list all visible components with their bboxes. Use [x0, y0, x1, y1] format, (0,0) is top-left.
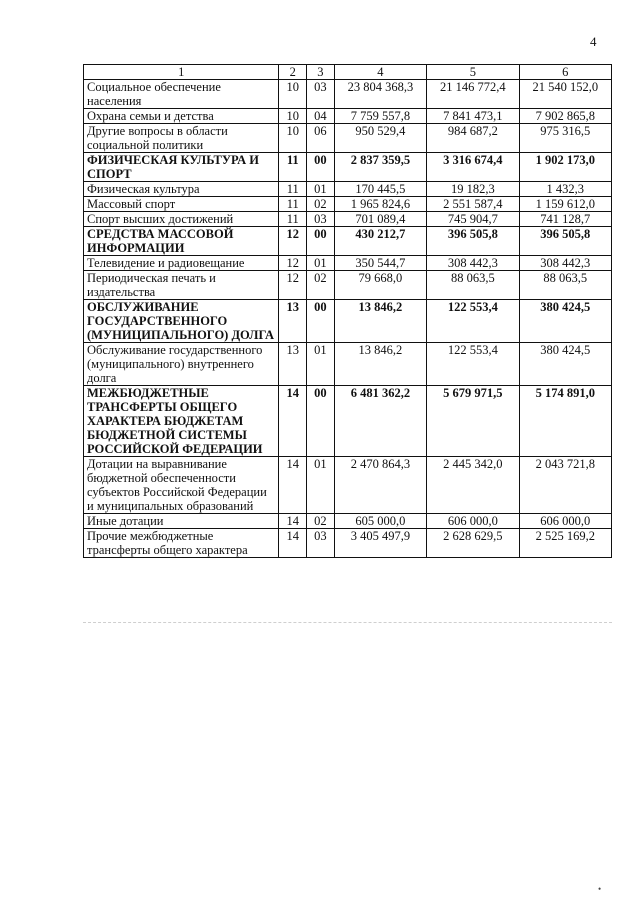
row-section-cell: 12: [279, 256, 307, 271]
row-amount-2-cell: 2 628 629,5: [427, 529, 519, 558]
table-row: [84, 386, 612, 457]
row-amount-2-cell: 5 679 971,5: [427, 386, 519, 457]
row-subsection-cell: 00: [307, 153, 335, 182]
table-row: [84, 457, 612, 514]
row-amount-3-cell: 1 159 612,0: [519, 197, 611, 212]
header-cell-name: 1: [84, 65, 279, 80]
row-amount-3-cell: 308 442,3: [519, 256, 611, 271]
row-name-cell: Социальное обеспечение населения: [84, 80, 279, 109]
corner-mark: •: [598, 884, 602, 894]
row-subsection-cell: 00: [307, 300, 335, 343]
row-section-cell: 14: [279, 529, 307, 558]
row-amount-2-cell: 88 063,5: [427, 271, 519, 300]
row-amount-3-cell: 7 902 865,8: [519, 109, 611, 124]
row-amount-2-cell: 7 841 473,1: [427, 109, 519, 124]
row-name-cell: СРЕДСТВА МАССОВОЙ ИНФОРМАЦИИ: [84, 227, 279, 256]
row-section-cell: 11: [279, 182, 307, 197]
row-name-cell: ОБСЛУЖИВАНИЕ ГОСУДАРСТВЕННОГО (МУНИЦИПАЛЬНОГО) ДОЛГА: [84, 300, 279, 343]
row-subsection-cell: 04: [307, 109, 335, 124]
row-name-cell: Обслуживание государственного (муниципального) внутреннего долга: [84, 343, 279, 386]
table-row: [84, 80, 612, 109]
row-amount-2-cell: 21 146 772,4: [427, 80, 519, 109]
row-amount-3-cell: 380 424,5: [519, 300, 611, 343]
row-name-cell: Другие вопросы в области социальной политики: [84, 124, 279, 153]
row-subsection-cell: 03: [307, 529, 335, 558]
row-subsection-cell: 01: [307, 182, 335, 197]
row-amount-1-cell: 3 405 497,9: [334, 529, 426, 558]
header-cell-amount-2: 5: [427, 65, 519, 80]
table-row: [84, 300, 612, 343]
table-row: [84, 182, 612, 197]
row-amount-1-cell: 170 445,5: [334, 182, 426, 197]
table-row: [84, 343, 612, 386]
row-amount-3-cell: 1 432,3: [519, 182, 611, 197]
row-subsection-cell: 02: [307, 514, 335, 529]
row-amount-2-cell: 396 505,8: [427, 227, 519, 256]
row-name-cell: Дотации на выравнивание бюджетной обеспеченности субъектов Российской Федерации и муниципальных образований: [84, 457, 279, 514]
row-section-cell: 11: [279, 197, 307, 212]
row-amount-1-cell: 79 668,0: [334, 271, 426, 300]
row-amount-2-cell: 3 316 674,4: [427, 153, 519, 182]
row-section-cell: 12: [279, 227, 307, 256]
row-amount-1-cell: 350 544,7: [334, 256, 426, 271]
row-section-cell: 10: [279, 109, 307, 124]
header-cell-amount-3: 6: [519, 65, 611, 80]
row-section-cell: 12: [279, 271, 307, 300]
page-bottom-rule: [83, 622, 612, 623]
row-amount-1-cell: 1 965 824,6: [334, 197, 426, 212]
header-cell-section: 2: [279, 65, 307, 80]
row-section-cell: 11: [279, 153, 307, 182]
row-amount-2-cell: 2 445 342,0: [427, 457, 519, 514]
row-amount-1-cell: 701 089,4: [334, 212, 426, 227]
row-section-cell: 13: [279, 300, 307, 343]
table-row: [84, 124, 612, 153]
row-subsection-cell: 01: [307, 457, 335, 514]
row-amount-2-cell: 122 553,4: [427, 300, 519, 343]
table-row: [84, 212, 612, 227]
row-amount-1-cell: 2 470 864,3: [334, 457, 426, 514]
row-subsection-cell: 00: [307, 386, 335, 457]
row-name-cell: Охрана семьи и детства: [84, 109, 279, 124]
row-amount-1-cell: 23 804 368,3: [334, 80, 426, 109]
row-subsection-cell: 03: [307, 80, 335, 109]
row-amount-1-cell: 7 759 557,8: [334, 109, 426, 124]
row-amount-1-cell: 13 846,2: [334, 300, 426, 343]
row-section-cell: 10: [279, 124, 307, 153]
row-amount-3-cell: 741 128,7: [519, 212, 611, 227]
row-section-cell: 10: [279, 80, 307, 109]
table-row: [84, 256, 612, 271]
table-row: [84, 529, 612, 558]
row-subsection-cell: 02: [307, 271, 335, 300]
row-amount-2-cell: 308 442,3: [427, 256, 519, 271]
row-subsection-cell: 03: [307, 212, 335, 227]
row-amount-1-cell: 430 212,7: [334, 227, 426, 256]
table-row: [84, 514, 612, 529]
table-row: [84, 227, 612, 256]
row-section-cell: 14: [279, 386, 307, 457]
table-row: [84, 109, 612, 124]
row-amount-3-cell: 2 525 169,2: [519, 529, 611, 558]
row-name-cell: Спорт высших достижений: [84, 212, 279, 227]
table-row: [84, 153, 612, 182]
row-amount-3-cell: 21 540 152,0: [519, 80, 611, 109]
row-subsection-cell: 01: [307, 343, 335, 386]
row-amount-2-cell: 745 904,7: [427, 212, 519, 227]
row-subsection-cell: 01: [307, 256, 335, 271]
row-amount-1-cell: 950 529,4: [334, 124, 426, 153]
table-row: [84, 197, 612, 212]
budget-table: [83, 64, 612, 558]
row-amount-3-cell: 380 424,5: [519, 343, 611, 386]
header-cell-subsection: 3: [307, 65, 335, 80]
table-row: [84, 271, 612, 300]
row-section-cell: 14: [279, 457, 307, 514]
row-name-cell: Телевидение и радиовещание: [84, 256, 279, 271]
row-amount-2-cell: 2 551 587,4: [427, 197, 519, 212]
row-amount-2-cell: 984 687,2: [427, 124, 519, 153]
row-name-cell: Физическая культура: [84, 182, 279, 197]
row-amount-3-cell: 396 505,8: [519, 227, 611, 256]
row-name-cell: Иные дотации: [84, 514, 279, 529]
row-section-cell: 13: [279, 343, 307, 386]
row-subsection-cell: 00: [307, 227, 335, 256]
row-name-cell: ФИЗИЧЕСКАЯ КУЛЬТУРА И СПОРТ: [84, 153, 279, 182]
table-header-row: [84, 65, 612, 80]
row-amount-3-cell: 606 000,0: [519, 514, 611, 529]
row-name-cell: Прочие межбюджетные трансферты общего характера: [84, 529, 279, 558]
row-amount-1-cell: 2 837 359,5: [334, 153, 426, 182]
row-amount-2-cell: 606 000,0: [427, 514, 519, 529]
row-section-cell: 14: [279, 514, 307, 529]
row-amount-2-cell: 19 182,3: [427, 182, 519, 197]
row-subsection-cell: 02: [307, 197, 335, 212]
row-amount-3-cell: 2 043 721,8: [519, 457, 611, 514]
row-amount-2-cell: 122 553,4: [427, 343, 519, 386]
row-amount-1-cell: 13 846,2: [334, 343, 426, 386]
header-cell-amount-1: 4: [334, 65, 426, 80]
row-section-cell: 11: [279, 212, 307, 227]
row-amount-3-cell: 88 063,5: [519, 271, 611, 300]
row-name-cell: МЕЖБЮДЖЕТНЫЕ ТРАНСФЕРТЫ ОБЩЕГО ХАРАКТЕРА БЮДЖЕТАМ БЮДЖЕТНОЙ СИСТЕМЫ РОССИЙСКОЙ ФЕДЕРАЦИИ: [84, 386, 279, 457]
row-amount-3-cell: 975 316,5: [519, 124, 611, 153]
row-subsection-cell: 06: [307, 124, 335, 153]
row-amount-1-cell: 6 481 362,2: [334, 386, 426, 457]
row-amount-1-cell: 605 000,0: [334, 514, 426, 529]
page-number: 4: [590, 34, 597, 49]
table-body: [84, 80, 612, 558]
row-amount-3-cell: 5 174 891,0: [519, 386, 611, 457]
row-name-cell: Массовый спорт: [84, 197, 279, 212]
row-name-cell: Периодическая печать и издательства: [84, 271, 279, 300]
row-amount-3-cell: 1 902 173,0: [519, 153, 611, 182]
